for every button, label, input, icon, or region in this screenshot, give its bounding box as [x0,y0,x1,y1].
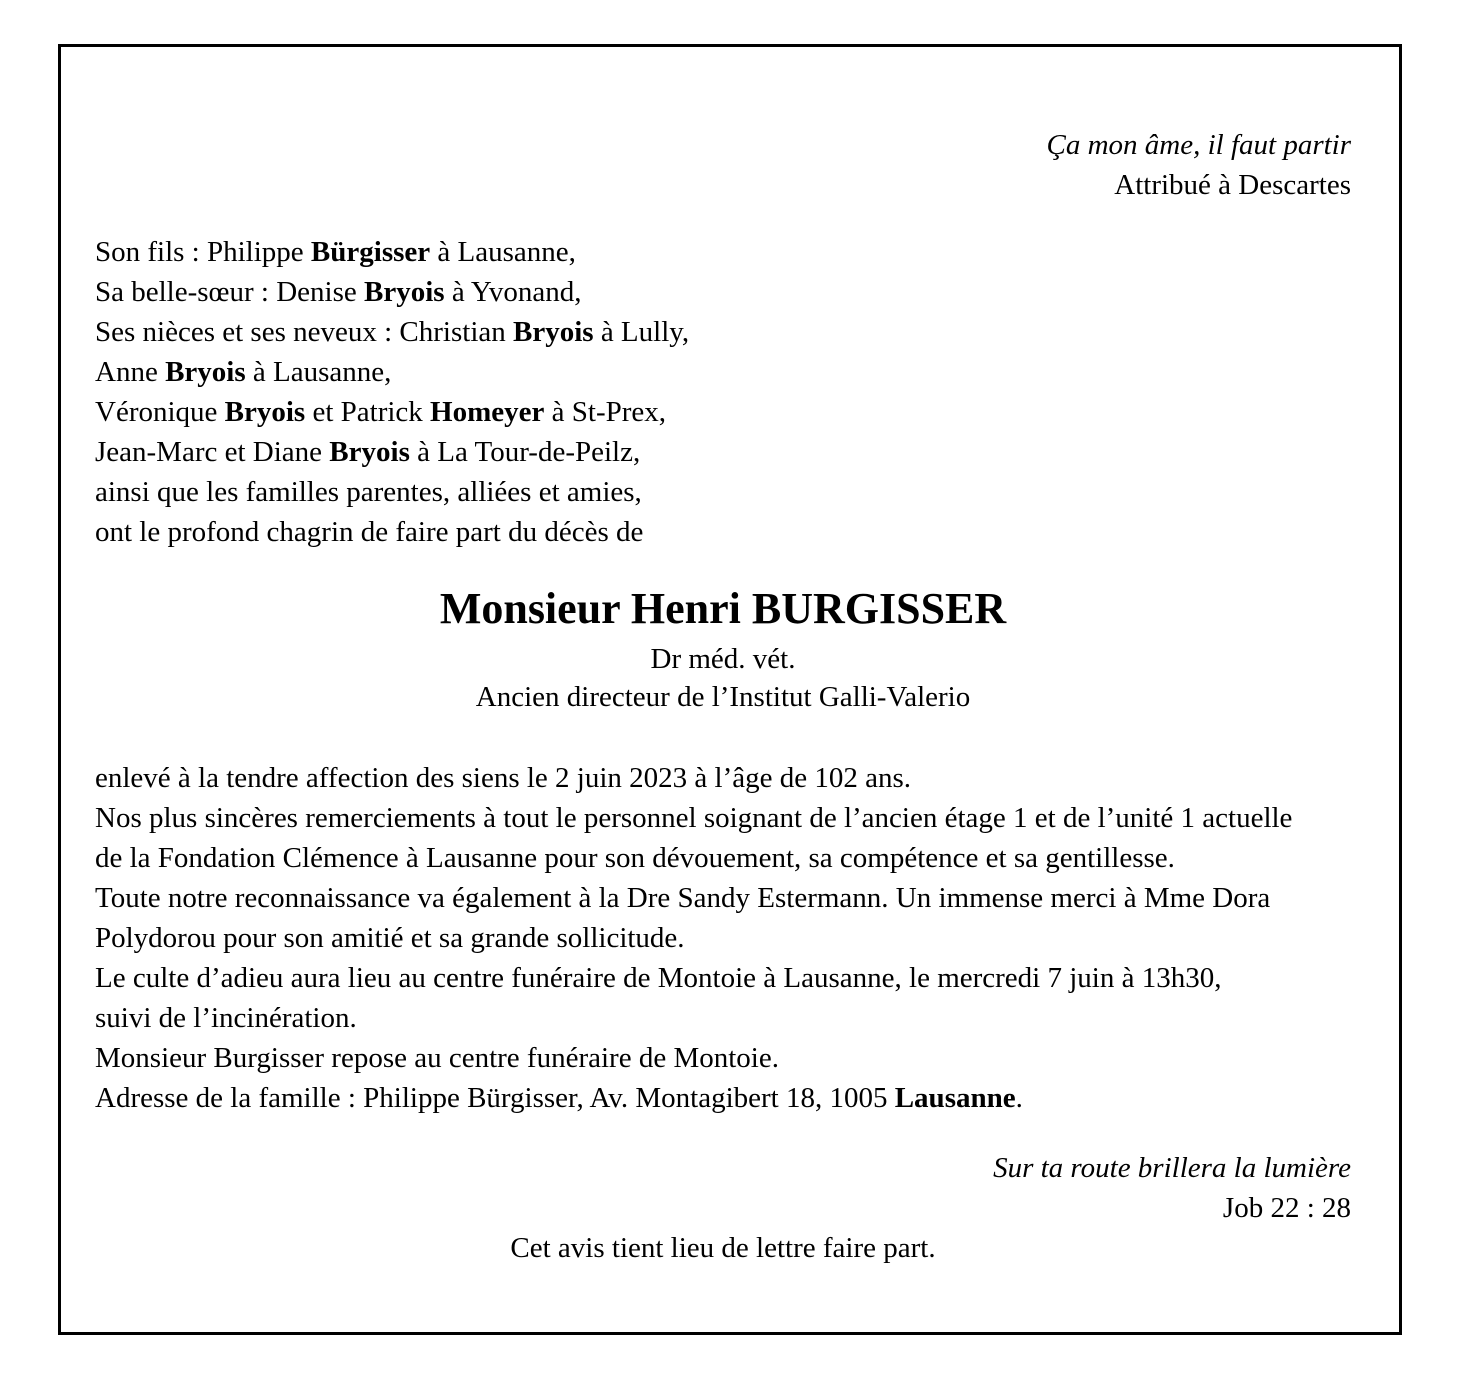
epigraph-quote: Ça mon âme, il faut partir [1046,129,1351,161]
epigraph [95,125,1351,205]
family-line: Ses nièces et ses neveux : Christian Bryois à Lully, [95,316,690,348]
deceased-name: Monsieur Henri BURGISSER [439,584,1007,633]
closing-verse: Sur ta route brillera la lumière [993,1152,1351,1184]
family-line: ont le profond chagrin de faire part du décès de [95,516,644,548]
closing-verse-block [95,1148,1351,1228]
announcement-line: de la Fondation Clémence à Lausanne pour son dévouement, sa compétence et sa gentillesse. [95,842,1175,874]
deceased-title-position: Ancien directeur de l’Institut Galli-Valerio [475,681,971,713]
family-line: Anne Bryois à Lausanne, [95,356,392,388]
deceased-titles [95,640,1351,716]
announcement-line: Adresse de la famille : Philippe Bürgisser, Av. Montagibert 18, 1005 Lausanne. [95,1082,1023,1114]
final-notice-line: Cet avis tient lieu de lettre faire part. [510,1232,936,1264]
announcement-line: Le culte d’adieu aura lieu au centre funéraire de Montoie à Lausanne, le mercredi 7 juin à 13h30, [95,962,1222,994]
announcement-line: Monsieur Burgisser repose au centre funéraire de Montoie. [95,1042,779,1074]
announcement-line: suivi de l’incinération. [95,1002,357,1034]
family-line: ainsi que les familles parentes, alliées et amies, [95,476,642,508]
family-list [95,232,1351,552]
epigraph-attribution: Attribué à Descartes [1114,169,1351,201]
announcement-line: Polydorou pour son amitié et sa grande sollicitude. [95,922,685,954]
announcement-body [95,758,1351,1118]
announcement-line: Toute notre reconnaissance va également à la Dre Sandy Estermann. Un immense merci à Mme Dora [95,882,1271,914]
family-line: Son fils : Philippe Bürgisser à Lausanne, [95,236,576,268]
family-line: Jean-Marc et Diane Bryois à La Tour-de-Peilz, [95,436,641,468]
announcement-line: Nos plus sincères remerciements à tout le personnel soignant de l’ancien étage 1 et de l’unité 1 actuelle [95,802,1293,834]
announcement-line: enlevé à la tendre affection des siens le 2 juin 2023 à l’âge de 102 ans. [95,762,912,794]
family-line: Véronique Bryois et Patrick Homeyer à St-Prex, [95,396,667,428]
closing-bible-reference: Job 22 : 28 [1222,1192,1351,1224]
family-line: Sa belle-sœur : Denise Bryois à Yvonand, [95,276,582,308]
notice-frame [58,44,1402,1335]
deceased-title-degree: Dr méd. vét. [650,643,796,675]
